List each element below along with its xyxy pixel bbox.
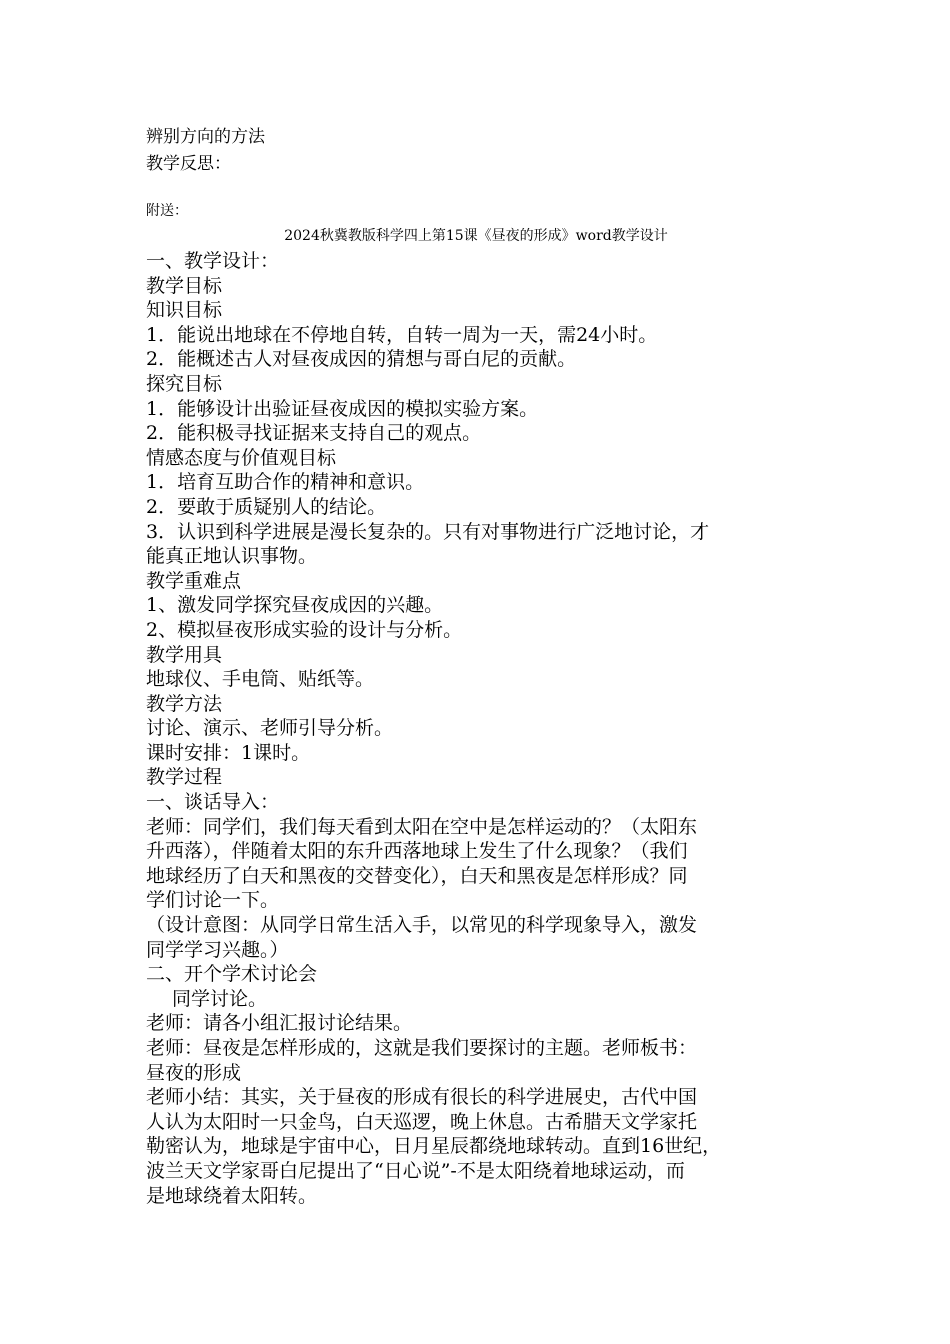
text-line: 教学重难点	[146, 569, 242, 592]
text-line: 同学学习兴趣。）	[146, 938, 289, 961]
text-line: 地球经历了白天和黑夜的交替变化），白天和黑夜是怎样形成？同	[146, 864, 688, 887]
text-line: 学们讨论一下。	[146, 889, 280, 912]
text-line: 老师：昼夜是怎样形成的，这就是我们要探讨的主题。老师板书：	[146, 1037, 698, 1059]
text-line: 讨论、演示、老师引导分析。	[146, 717, 394, 740]
text-line: 昼夜的形成	[146, 1061, 242, 1084]
text-line: 1、激发同学探究昼夜成因的兴趣。	[146, 594, 444, 617]
text-line: 教学用具	[146, 643, 223, 666]
text-line: 升西落），伴随着太阳的东升西落地球上发生了什么现象？（我们	[146, 840, 688, 863]
text-line: 2．能积极寻找证据来支持自己的观点。	[146, 422, 482, 445]
text-line: 2、模拟昼夜形成实验的设计与分析。	[146, 618, 463, 641]
text-line: 知识目标	[146, 299, 223, 322]
lesson-body	[146, 249, 811, 1208]
text-line: 地球仪、手电筒、贴纸等。	[146, 668, 375, 691]
text-line: 一、教学设计：	[146, 250, 280, 272]
text-line: 一、谈话导入：	[146, 791, 280, 814]
text-line: 教学目标	[146, 274, 223, 297]
text-line: 教学过程	[146, 766, 223, 789]
text-line: 勒密认为，地球是宇宙中心，日月星辰都绕地球转动。直到16世纪，	[146, 1135, 722, 1158]
text-line: 同学讨论。	[172, 987, 268, 1010]
text-line: 3．认识到科学进展是漫长复杂的。只有对事物进行广泛地讨论，才	[146, 520, 710, 543]
reflection-label: 教学反思：	[146, 154, 231, 174]
document-title: 2024秋冀教版科学四上第15课《昼夜的形成》word教学设计	[284, 228, 668, 244]
text-line: 老师：同学们，我们每天看到太阳在空中是怎样运动的？（太阳东	[146, 815, 698, 838]
text-line: 2．要敢于质疑别人的结论。	[146, 495, 387, 518]
text-line: 老师小结：其实，关于昼夜的形成有很长的科学进展史，古代中国	[146, 1086, 698, 1109]
text-line: 教学方法	[146, 692, 223, 715]
text-line: 能真正地认识事物。	[146, 545, 318, 568]
text-line: 老师：请各小组汇报讨论结果。	[146, 1012, 413, 1035]
top-notes	[146, 124, 826, 178]
method-heading: 辨别方向的方法	[146, 127, 265, 147]
appendix-label: 附送：	[146, 203, 188, 219]
text-line: 课时安排：1课时。	[146, 741, 311, 764]
text-line: 人认为太阳时一只金鸟，白天巡逻，晚上休息。古希腊天文学家托	[146, 1110, 698, 1133]
text-line: （设计意图：从同学日常生活入手，以常见的科学现象导入，激发	[146, 914, 698, 937]
text-line: 1．能够设计出验证昼夜成因的模拟实验方案。	[146, 397, 539, 420]
text-line: 二、开个学术讨论会	[146, 963, 318, 986]
text-line: 1．培育互助合作的精神和意识。	[146, 471, 425, 494]
text-line: 情感态度与价值观目标	[146, 446, 337, 469]
text-line: 探究目标	[146, 372, 223, 395]
text-line: 是地球绕着太阳转。	[146, 1184, 318, 1207]
text-line: 波兰天文学家哥白尼提出了“日心说”-不是太阳绕着地球运动，而	[146, 1159, 685, 1182]
text-line: 1．能说出地球在不停地自转，自转一周为一天，需24小时。	[146, 323, 658, 346]
text-line: 2．能概述古人对昼夜成因的猜想与哥白尼的贡献。	[146, 348, 577, 371]
